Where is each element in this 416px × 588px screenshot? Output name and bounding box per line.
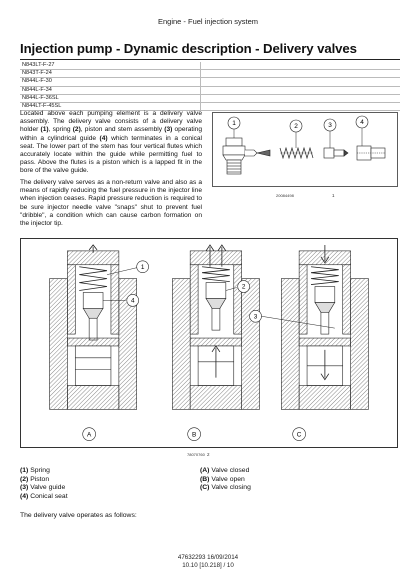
svg-text:B: B	[191, 431, 197, 439]
legend-item	[20, 467, 68, 476]
legend-text: Valve guide	[30, 484, 66, 492]
callout-piston	[238, 281, 250, 293]
model-cell: N844L-F-30	[20, 78, 201, 86]
legend-text: Valve open	[211, 475, 245, 483]
parts-legend	[20, 467, 68, 501]
operation-intro: The delivery valve operates as follows:	[20, 512, 137, 519]
svg-text:4: 4	[130, 297, 135, 305]
table-row	[20, 94, 400, 102]
table-row	[20, 78, 400, 86]
exploded-valve-figure	[212, 112, 398, 187]
view-label-a	[83, 428, 96, 441]
legend-key: (A)	[200, 467, 210, 474]
legend-text: Spring	[30, 467, 50, 474]
model-cell: N844L-F-36SL	[20, 94, 201, 102]
page-title: Injection pump - Dynamic description - Delivery valves	[20, 41, 400, 60]
svg-text:2: 2	[241, 283, 246, 291]
valve-closing-drawing	[281, 245, 368, 409]
callout-guide	[250, 310, 262, 322]
svg-text:4: 4	[360, 119, 364, 127]
valve-operation-figure	[20, 238, 398, 448]
valve-open-drawing	[172, 245, 259, 409]
empty-cell	[201, 102, 401, 110]
legend-item	[200, 467, 251, 476]
figure-code: 20084498	[276, 193, 294, 198]
model-applicability-table	[20, 62, 400, 111]
empty-cell	[201, 70, 401, 78]
piston-stem-drawing	[324, 148, 348, 158]
legend-text: Valve closing	[211, 484, 251, 492]
page-number: 10.10 [10.218] / 10	[182, 561, 234, 569]
callout-1	[228, 117, 240, 129]
legend-item	[20, 476, 68, 485]
svg-text:1: 1	[232, 120, 236, 128]
callout-seat	[127, 294, 139, 306]
legend-key: (4)	[20, 492, 29, 500]
page-footer	[0, 554, 416, 569]
svg-text:1: 1	[140, 263, 145, 271]
figure-caption	[212, 193, 398, 201]
legend-item	[20, 493, 68, 502]
valve-holder-drawing	[223, 138, 270, 174]
empty-cell	[201, 78, 401, 86]
legend-key: (2)	[20, 475, 29, 483]
view-label-b	[188, 428, 201, 441]
legend-key: (B)	[200, 475, 210, 483]
valve-closed-drawing	[50, 245, 137, 409]
svg-text:2: 2	[294, 123, 298, 131]
callout-spring	[137, 261, 149, 273]
legend-key: (1)	[20, 467, 29, 474]
description-paragraph: Located above each pumping element is a delivery valve assembly. The delivery valve consists of a delivery valve holder (1), spring (2), piston and stem assembly (3) operating within a cylindrical guide (4) which terminates in a conical seat. The lower part of the stem has four vertical flutes which accurately locate within the guide while permitting fuel to pass. Above the flutes is a piston which is a lapped fit in the bore of the valve guide.	[20, 110, 203, 175]
legend-item	[200, 476, 251, 485]
views-legend	[200, 467, 251, 493]
view-label-c	[293, 428, 306, 441]
spring-drawing	[280, 148, 313, 158]
figure-code: 78070760	[187, 452, 205, 457]
empty-cell	[201, 62, 401, 70]
legend-key: (3)	[20, 484, 29, 492]
figure-number: 1	[332, 193, 335, 198]
svg-text:A: A	[87, 431, 92, 439]
svg-text:C: C	[296, 431, 302, 439]
legend-text: Conical seat	[30, 492, 68, 500]
legend-item	[20, 484, 68, 493]
page-header: Engine - Fuel injection system	[157, 17, 259, 26]
svg-text:3: 3	[328, 122, 332, 130]
empty-cell	[201, 94, 401, 102]
model-cell: N843LT-F-27	[20, 62, 201, 70]
empty-cell	[201, 86, 401, 94]
figure-number: 2	[207, 452, 210, 457]
callout-2	[290, 120, 302, 132]
model-cell: N844L-F-34	[20, 86, 201, 94]
model-cell: N843T-F-24	[20, 70, 201, 78]
callout-4	[356, 116, 368, 128]
table-row	[20, 62, 400, 70]
figure-caption	[20, 452, 398, 460]
legend-key: (C)	[200, 484, 210, 492]
legend-text: Piston	[30, 475, 50, 483]
function-paragraph: The delivery valve serves as a non-return valve and also as a means of rapidly reducing the fuel pressure in the injector line when injection ceases. Rapid pressure reduction is required to be sure injector needle valve "snaps" shut to prevent fuel "dribble", a condition which can cause carbon formation on the injector tip.	[20, 179, 202, 228]
table-row	[20, 86, 400, 94]
svg-text:3: 3	[253, 313, 258, 321]
valve-guide-drawing	[357, 146, 385, 160]
callout-3	[324, 119, 336, 131]
document-id: 47632293 16/09/2014	[177, 554, 239, 561]
table-row	[20, 70, 400, 78]
legend-text: Valve closed	[211, 467, 250, 474]
model-cell: N844LT-F-45SL	[20, 102, 201, 110]
legend-item	[200, 484, 251, 493]
